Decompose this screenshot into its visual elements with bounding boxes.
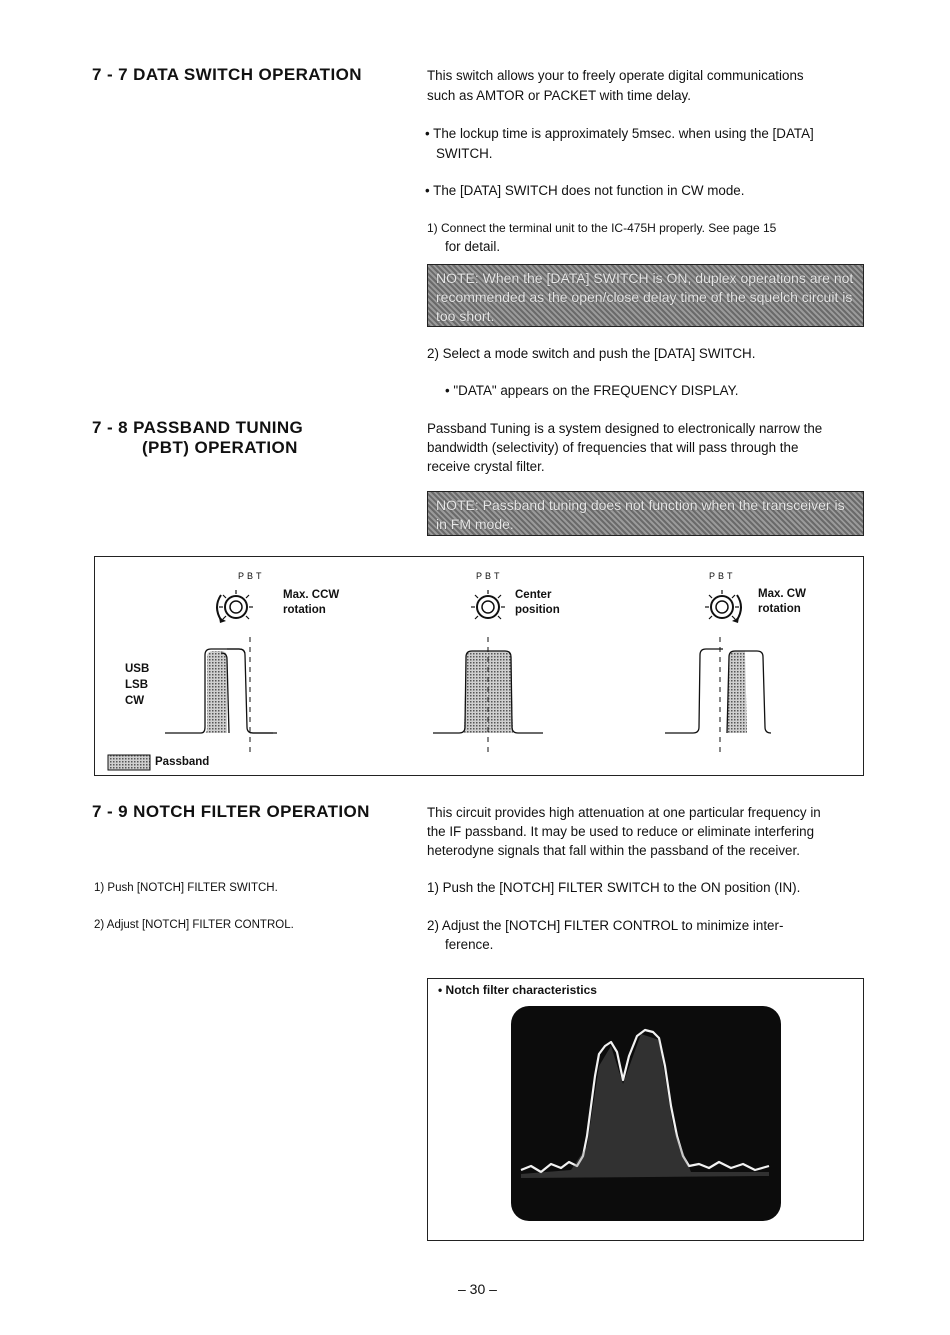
knob-center-label: Center position	[515, 589, 560, 616]
s77-intro-1: This switch allows your to freely operate digital communications	[427, 68, 804, 83]
s79-step1: 1) Push the [NOTCH] FILTER SWITCH to the ON position (IN).	[427, 880, 801, 895]
pbt-label-1: PBT	[238, 571, 265, 581]
s77-step2-bullet: • "DATA" appears on the FREQUENCY DISPLAY.	[445, 383, 739, 398]
s77-note-line1: NOTE: When the [DATA] SWITCH is ON, duplex operations are not recommended as the open/close delay time	[436, 270, 854, 305]
s77-intro-2: such as AMTOR or PACKET with time delay.	[427, 88, 691, 103]
mode-labels	[125, 661, 149, 709]
pbt-diagram	[95, 557, 863, 775]
pbt-curve-cw	[665, 637, 771, 757]
s78-intro-3: receive crystal filter.	[427, 459, 545, 474]
s77-bullet1-1: • The lockup time is approximately 5msec. when using the [DATA]	[425, 126, 814, 141]
s77-step2: 2) Select a mode switch and push the [DATA] SWITCH.	[427, 346, 756, 361]
pbt-curve-ccw	[165, 637, 277, 757]
s79-intro-3: heterodyne signals that fall within the passband of the receiver.	[427, 843, 800, 858]
mode-cw: CW	[125, 695, 145, 707]
s79-intro-1: This circuit provides high attenuation at one particular frequency in	[427, 805, 821, 820]
s78-note-line2: is in FM mode.	[436, 497, 845, 532]
section-7-9-heading: 7 - 9 NOTCH FILTER OPERATION	[92, 802, 370, 821]
s78-note-line1: NOTE: Passband tuning does not function when the transceiver	[436, 497, 831, 513]
s78-note	[427, 491, 864, 536]
s78-intro-1: Passband Tuning is a system designed to electronically narrow the	[427, 421, 823, 436]
s79-step2-1: 2) Adjust the [NOTCH] FILTER CONTROL to minimize inter-	[427, 918, 784, 933]
knob-ccw-label: Max. CCW rotation	[283, 589, 340, 616]
s79-intro-2: the IF passband. It may be used to reduce or eliminate interfering	[427, 824, 815, 839]
pbt-figure	[94, 556, 864, 776]
pbt-knob-cw-icon	[705, 590, 741, 623]
page-number: – 30 –	[458, 1281, 497, 1297]
passband-legend-label: Passband	[155, 756, 210, 768]
section-7-7-heading: 7 - 7 DATA SWITCH OPERATION	[92, 65, 362, 84]
notch-figure-caption: • Notch filter characteristics	[438, 983, 597, 997]
notch-scope-photo	[511, 1006, 781, 1221]
s77-note-line2: of the squelch circuit is too short.	[436, 289, 853, 324]
s79-left-step2: 2) Adjust [NOTCH] FILTER CONTROL.	[94, 919, 294, 931]
s77-bullet1-2: SWITCH.	[436, 146, 493, 161]
notch-trace	[511, 1006, 781, 1221]
s77-bullet2: • The [DATA] SWITCH does not function in CW mode.	[425, 183, 745, 198]
pbt-knob-center-icon	[471, 590, 505, 619]
s77-step1-2: for detail.	[445, 239, 501, 254]
pbt-knob-ccw-icon	[217, 590, 253, 623]
mode-lsb: LSB	[125, 679, 148, 691]
pbt-label-2: PBT	[476, 571, 503, 581]
section-7-8-heading-1: 7 - 8 PASSBAND TUNING	[92, 418, 304, 437]
mode-usb: USB	[125, 663, 150, 675]
s77-step1-1: 1) Connect the terminal unit to the IC-475H properly. See page 15	[427, 221, 777, 235]
s78-intro-2: bandwidth (selectivity) of frequencies that will pass through the	[427, 440, 799, 455]
s79-step2-2: ference.	[445, 937, 494, 952]
s79-left-step1: 1) Push [NOTCH] FILTER SWITCH.	[94, 882, 278, 894]
s77-note	[427, 264, 864, 327]
section-7-8-heading-2: (PBT) OPERATION	[142, 438, 298, 457]
pbt-label-3: PBT	[709, 571, 736, 581]
knob-cw-label: Max. CW rotation	[758, 588, 806, 615]
pbt-curve-center	[433, 637, 543, 757]
notch-figure	[427, 978, 864, 1241]
passband-legend-swatch	[108, 755, 150, 770]
